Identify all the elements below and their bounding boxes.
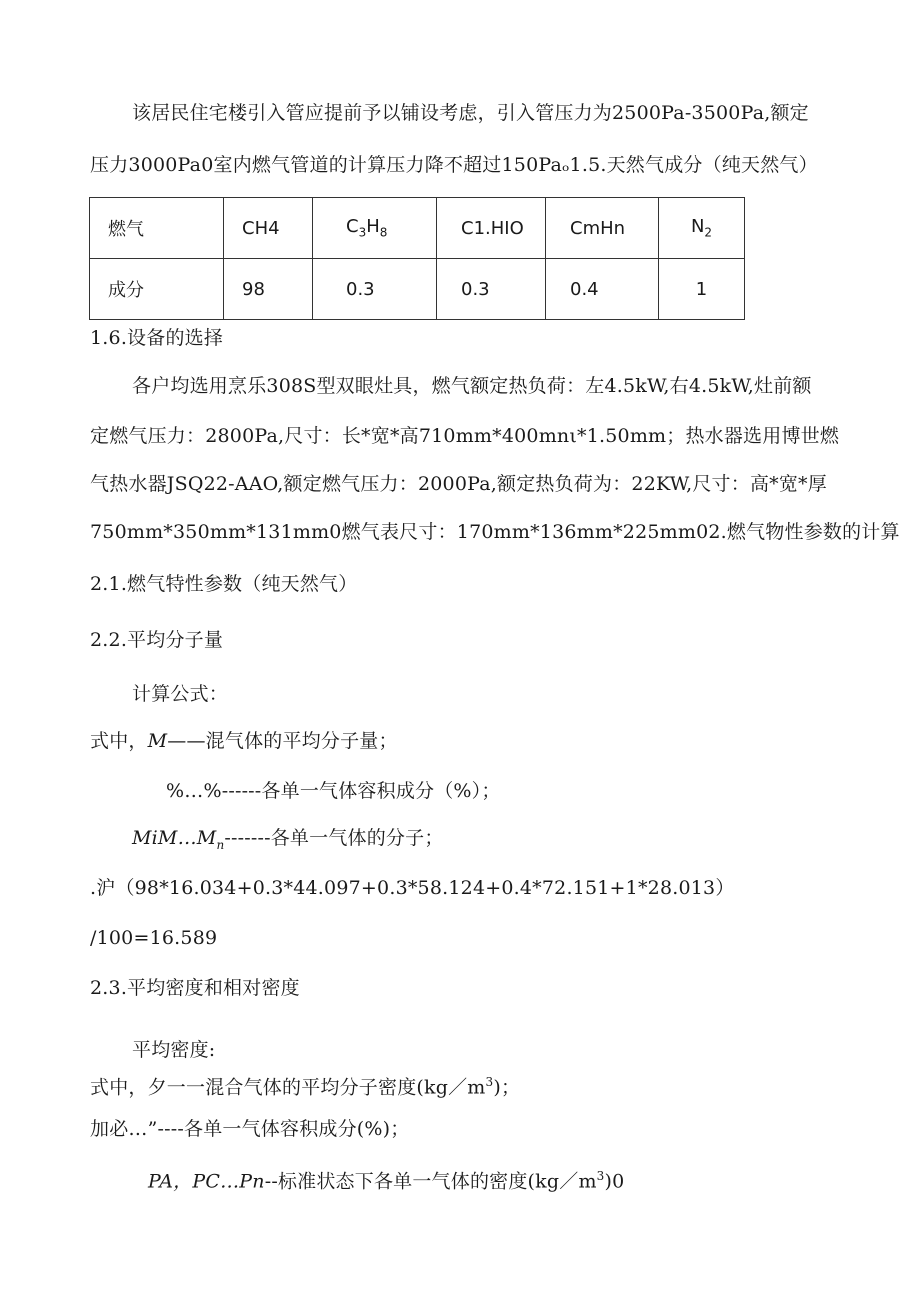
table-cell: C1.HIO <box>437 198 546 259</box>
text-part: ——混气体的平均分子量； <box>167 730 398 752</box>
formula-part: C <box>346 216 359 238</box>
gas-composition-table <box>89 197 745 320</box>
table-cell: 1 <box>659 259 745 320</box>
formula-label: 计算公式： <box>132 683 229 705</box>
paragraph-line: 定燃气压力：2800Pa,尺寸：长*宽*高710mm*400mnι*1.50mm；热水器选用博世燃 <box>90 425 840 447</box>
formula-part: N <box>690 216 705 238</box>
section-heading: 2.3.平均密度和相对密度 <box>90 977 300 999</box>
formula-label: 平均密度: <box>132 1039 216 1061</box>
definition-line <box>90 729 398 753</box>
paragraph-line: 各户均选用烹乐308S型双眼灶具，燃气额定热负荷：左4.5kW,右4.5kW,灶前额 <box>132 375 812 397</box>
table-cell: 0.4 <box>546 259 659 320</box>
table-header-row <box>90 198 745 259</box>
symbol: MiM…M <box>132 827 217 849</box>
table-cell: CH4 <box>224 198 313 259</box>
table-cell <box>659 198 745 259</box>
definition-line <box>90 1070 520 1099</box>
calculation-line: /100=16.589 <box>90 927 218 949</box>
superscript: 3 <box>485 1075 494 1089</box>
table-cell: 成分 <box>90 259 224 320</box>
paragraph-line: 750mm*350mm*131mm0燃气表尺寸：170mm*136mm*225mm02.燃气物性参数的计算 <box>90 521 900 543</box>
table-cell: 0.3 <box>437 259 546 320</box>
table-cell: 0.3 <box>313 259 437 320</box>
formula-part: H <box>366 216 380 238</box>
table-cell: 燃气 <box>90 198 224 259</box>
section-heading: 1.6.设备的选择 <box>90 327 224 349</box>
table-row <box>90 259 745 320</box>
definition-line <box>148 1164 624 1193</box>
subscript: n <box>216 837 225 852</box>
text-part: )0 <box>604 1170 625 1193</box>
paragraph-line: 该居民住宅楼引入管应提前予以铺设考虑，引入管压力为2500Pa-3500Pa,额定 <box>132 102 809 124</box>
table-cell: 98 <box>224 259 313 320</box>
table-cell <box>313 198 437 259</box>
symbol: PA，PC…Pn <box>148 1170 265 1193</box>
definition-line: %…%------各单一气体容积成分（%）； <box>166 780 501 802</box>
subscript: 8 <box>379 225 388 240</box>
text-part: --标准状态下各单一气体的密度(kg／m <box>264 1170 597 1193</box>
definition-line <box>132 826 444 857</box>
text-part: )； <box>493 1076 521 1099</box>
superscript: 3 <box>596 1169 605 1183</box>
symbol: M <box>147 730 168 752</box>
section-heading: 2.1.燃气特性参数（纯天然气） <box>90 573 358 595</box>
definition-line: 加必…”----各单一气体容积成分(%)； <box>90 1118 410 1140</box>
paragraph-line: 压力3000Pa0室内燃气管道的计算压力降不超过150Paₒ1.5.天然气成分（纯天然气） <box>90 154 818 176</box>
calculation-line: .沪（98*16.034+0.3*44.097+0.3*58.124+0.4*72.151+1*28.013） <box>90 877 735 899</box>
subscript: 2 <box>704 225 713 240</box>
subscript: 3 <box>358 225 367 240</box>
text-part: -------各单一气体的分子； <box>224 827 444 849</box>
text-part: 式中，夕一一混合气体的平均分子密度(kg／m <box>90 1076 486 1099</box>
text-part: 式中， <box>90 730 148 752</box>
paragraph-line: 气热水器JSQ22-AAO,额定燃气压力：2000Pa,额定热负荷为：22KW,尺寸：高*宽*厚 <box>90 473 827 495</box>
section-heading: 2.2.平均分子量 <box>90 629 224 651</box>
table-cell: CmHn <box>546 198 659 259</box>
